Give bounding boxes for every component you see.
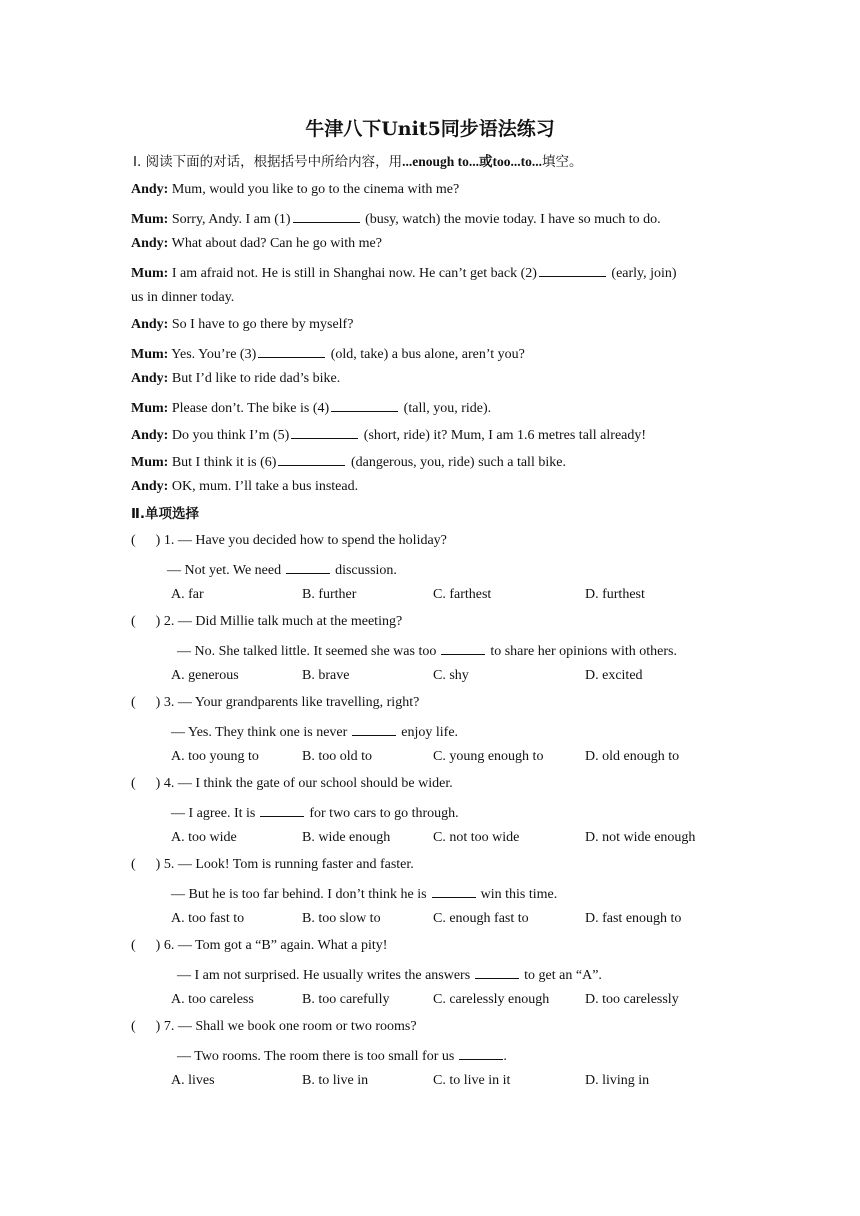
dialogue-line — [131, 289, 234, 307]
dialogue-line — [131, 370, 340, 388]
option-a[interactable]: A. lives — [171, 1073, 215, 1088]
response-line — [177, 640, 677, 661]
dialogue-text: I am afraid not. He is still in Shanghai now. He can’t get back (2) — [168, 266, 537, 281]
speaker: Andy: — [131, 479, 169, 494]
dialogue-text: OK, mum. I’ll take a bus instead. — [168, 479, 359, 494]
dialogue-text: Please don’t. The bike is (4) — [168, 401, 330, 416]
option-d[interactable]: D. not wide enough — [585, 830, 696, 845]
dialogue-line — [131, 343, 525, 364]
dialogue-line — [131, 235, 382, 253]
option-d[interactable]: D. old enough to — [585, 749, 680, 764]
option-b[interactable]: B. too carefully — [302, 992, 390, 1007]
question-text: — Your grandparents like travelling, right? — [177, 695, 420, 710]
dialogue-text: (dangerous, you, ride) such a tall bike. — [347, 455, 566, 470]
speaker: Mum: — [131, 401, 169, 416]
question-text: — Shall we book one room or two rooms? — [177, 1019, 417, 1034]
page-title: 牛津八下Unit5同步语法练习 — [305, 118, 555, 140]
question-number: 5. — [163, 857, 175, 872]
answer-paren-open: ( — [131, 695, 136, 710]
dialogue-line — [131, 424, 646, 445]
option-c[interactable]: C. shy — [433, 668, 469, 683]
option-d[interactable]: D. fast enough to — [585, 911, 682, 926]
response-line — [167, 559, 397, 580]
question-blank[interactable] — [352, 721, 396, 736]
dialogue-line — [131, 397, 491, 418]
section1-number: Ⅰ. — [133, 154, 142, 170]
response-text: to get an “A”. — [524, 968, 602, 983]
question-line — [131, 775, 453, 793]
answer-blank-1[interactable] — [293, 208, 360, 223]
question-text: — Tom got a “B” again. What a pity! — [177, 938, 388, 953]
answer-paren-open: ( — [131, 776, 136, 791]
speaker: Andy: — [131, 317, 169, 332]
option-b[interactable]: B. wide enough — [302, 830, 391, 845]
question-blank[interactable] — [432, 883, 476, 898]
dialogue-text: (tall, you, ride). — [400, 401, 492, 416]
dialogue-line — [131, 181, 459, 199]
answer-paren-close: ) — [155, 776, 161, 791]
question-line — [131, 532, 447, 550]
answer-paren-open: ( — [131, 938, 136, 953]
question-text: — Did Millie talk much at the meeting? — [177, 614, 403, 629]
option-b[interactable]: B. too slow to — [302, 911, 381, 926]
question-line — [131, 1018, 417, 1036]
dialogue-line — [131, 262, 677, 283]
question-number: 6. — [163, 938, 175, 953]
response-line — [177, 964, 602, 985]
question-number: 7. — [163, 1019, 175, 1034]
response-text: — Two rooms. The room there is too small for us — [177, 1049, 455, 1064]
speaker: Mum: — [131, 266, 169, 281]
speaker: Andy: — [131, 236, 169, 251]
dialogue-text: (busy, watch) the movie today. I have so much to do. — [361, 212, 661, 227]
dialogue-text: What about dad? Can he go with me? — [168, 236, 382, 251]
response-text: — Yes. They think one is never — [171, 725, 348, 740]
option-d[interactable]: D. excited — [585, 668, 643, 683]
dialogue-text: Do you think I’m (5) — [168, 428, 290, 443]
dialogue-text: So I have to go there by myself? — [168, 317, 354, 332]
dialogue-text: (short, ride) it? Mum, I am 1.6 metres tall already! — [360, 428, 647, 443]
section1-instruction-post: 填空。 — [541, 154, 583, 170]
answer-paren-close: ) — [155, 614, 161, 629]
answer-paren-open: ( — [131, 533, 136, 548]
response-text: enjoy life. — [401, 725, 459, 740]
answer-paren-close: ) — [155, 533, 161, 548]
section1-instruction — [133, 153, 582, 171]
dialogue-text: Yes. You’re (3) — [168, 347, 257, 362]
answer-blank-2[interactable] — [539, 262, 606, 277]
option-c[interactable]: C. enough fast to — [433, 911, 529, 926]
option-c[interactable]: C. carelessly enough — [433, 992, 550, 1007]
option-a[interactable]: A. too young to — [171, 749, 259, 764]
answer-paren-open: ( — [131, 857, 136, 872]
option-d[interactable]: D. furthest — [585, 587, 645, 602]
option-c[interactable]: C. farthest — [433, 587, 492, 602]
dialogue-text: us in dinner today. — [131, 290, 235, 305]
dialogue-line — [131, 316, 353, 334]
option-b[interactable]: B. further — [302, 587, 357, 602]
dialogue-line — [131, 478, 358, 496]
answer-blank-6[interactable] — [278, 451, 345, 466]
question-number: 4. — [163, 776, 175, 791]
response-text: — I am not surprised. He usually writes the answers — [177, 968, 471, 983]
section2-heading: Ⅱ.单项选择 — [131, 506, 200, 522]
answer-blank-4[interactable] — [331, 397, 398, 412]
response-text: . — [503, 1049, 507, 1064]
option-a[interactable]: A. too careless — [171, 992, 254, 1007]
question-text: — Have you decided how to spend the holiday? — [177, 533, 447, 548]
speaker: Mum: — [131, 347, 169, 362]
question-blank[interactable] — [475, 964, 519, 979]
question-line — [131, 856, 414, 874]
answer-paren-close: ) — [155, 938, 161, 953]
dialogue-text: Mum, would you like to go to the cinema with me? — [168, 182, 460, 197]
response-text: win this time. — [480, 887, 558, 902]
answer-paren-open: ( — [131, 614, 136, 629]
speaker: Mum: — [131, 212, 169, 227]
option-c[interactable]: C. to live in it — [433, 1073, 511, 1088]
option-d[interactable]: D. too carelessly — [585, 992, 679, 1007]
response-line — [171, 883, 557, 904]
option-b[interactable]: B. brave — [302, 668, 350, 683]
response-text: — But he is too far behind. I don’t think he is — [171, 887, 427, 902]
option-c[interactable]: C. not too wide — [433, 830, 520, 845]
section1-instruction-pre: 阅读下面的对话，根据括号中所给内容，用 — [141, 154, 403, 170]
response-text: discussion. — [335, 563, 397, 578]
speaker: Andy: — [131, 371, 169, 386]
dialogue-text: But I think it is (6) — [168, 455, 277, 470]
speaker: Mum: — [131, 455, 169, 470]
option-c[interactable]: C. young enough to — [433, 749, 544, 764]
question-number: 3. — [163, 695, 175, 710]
option-b[interactable]: B. too old to — [302, 749, 373, 764]
speaker: Andy: — [131, 182, 169, 197]
question-line — [131, 613, 402, 631]
section1-instruction-bold: ...enough to...或too...to... — [402, 154, 542, 169]
response-text: for two cars to go through. — [309, 806, 459, 821]
dialogue-line — [131, 208, 661, 229]
question-text: — I think the gate of our school should be wider. — [177, 776, 453, 791]
option-a[interactable]: A. generous — [171, 668, 239, 683]
response-text: — I agree. It is — [171, 806, 256, 821]
question-number: 2. — [163, 614, 175, 629]
option-a[interactable]: A. far — [171, 587, 204, 602]
answer-blank-3[interactable] — [258, 343, 325, 358]
dialogue-text: (old, take) a bus alone, aren’t you? — [327, 347, 525, 362]
dialogue-text: Sorry, Andy. I am (1) — [168, 212, 291, 227]
question-blank[interactable] — [286, 559, 330, 574]
answer-paren-close: ) — [155, 1019, 161, 1034]
option-d[interactable]: D. living in — [585, 1073, 650, 1088]
answer-paren-close: ) — [155, 857, 161, 872]
response-text: to share her opinions with others. — [490, 644, 677, 659]
dialogue-line — [131, 451, 566, 472]
response-line — [171, 721, 458, 742]
answer-paren-close: ) — [155, 695, 161, 710]
answer-paren-open: ( — [131, 1019, 136, 1034]
question-blank[interactable] — [459, 1045, 503, 1060]
question-blank[interactable] — [441, 640, 485, 655]
option-a[interactable]: A. too fast to — [171, 911, 245, 926]
option-a[interactable]: A. too wide — [171, 830, 237, 845]
response-line — [177, 1045, 507, 1066]
dialogue-text: But I’d like to ride dad’s bike. — [168, 371, 341, 386]
question-number: 1. — [163, 533, 175, 548]
response-line — [171, 802, 459, 823]
response-text: — Not yet. We need — [167, 563, 282, 578]
option-b[interactable]: B. to live in — [302, 1073, 369, 1088]
dialogue-text: (early, join) — [607, 266, 677, 281]
answer-blank-5[interactable] — [291, 424, 358, 439]
speaker: Andy: — [131, 428, 169, 443]
question-line — [131, 694, 419, 712]
question-text: — Look! Tom is running faster and faster. — [177, 857, 414, 872]
question-blank[interactable] — [260, 802, 304, 817]
question-line — [131, 937, 387, 955]
response-text: — No. She talked little. It seemed she was too — [177, 644, 437, 659]
